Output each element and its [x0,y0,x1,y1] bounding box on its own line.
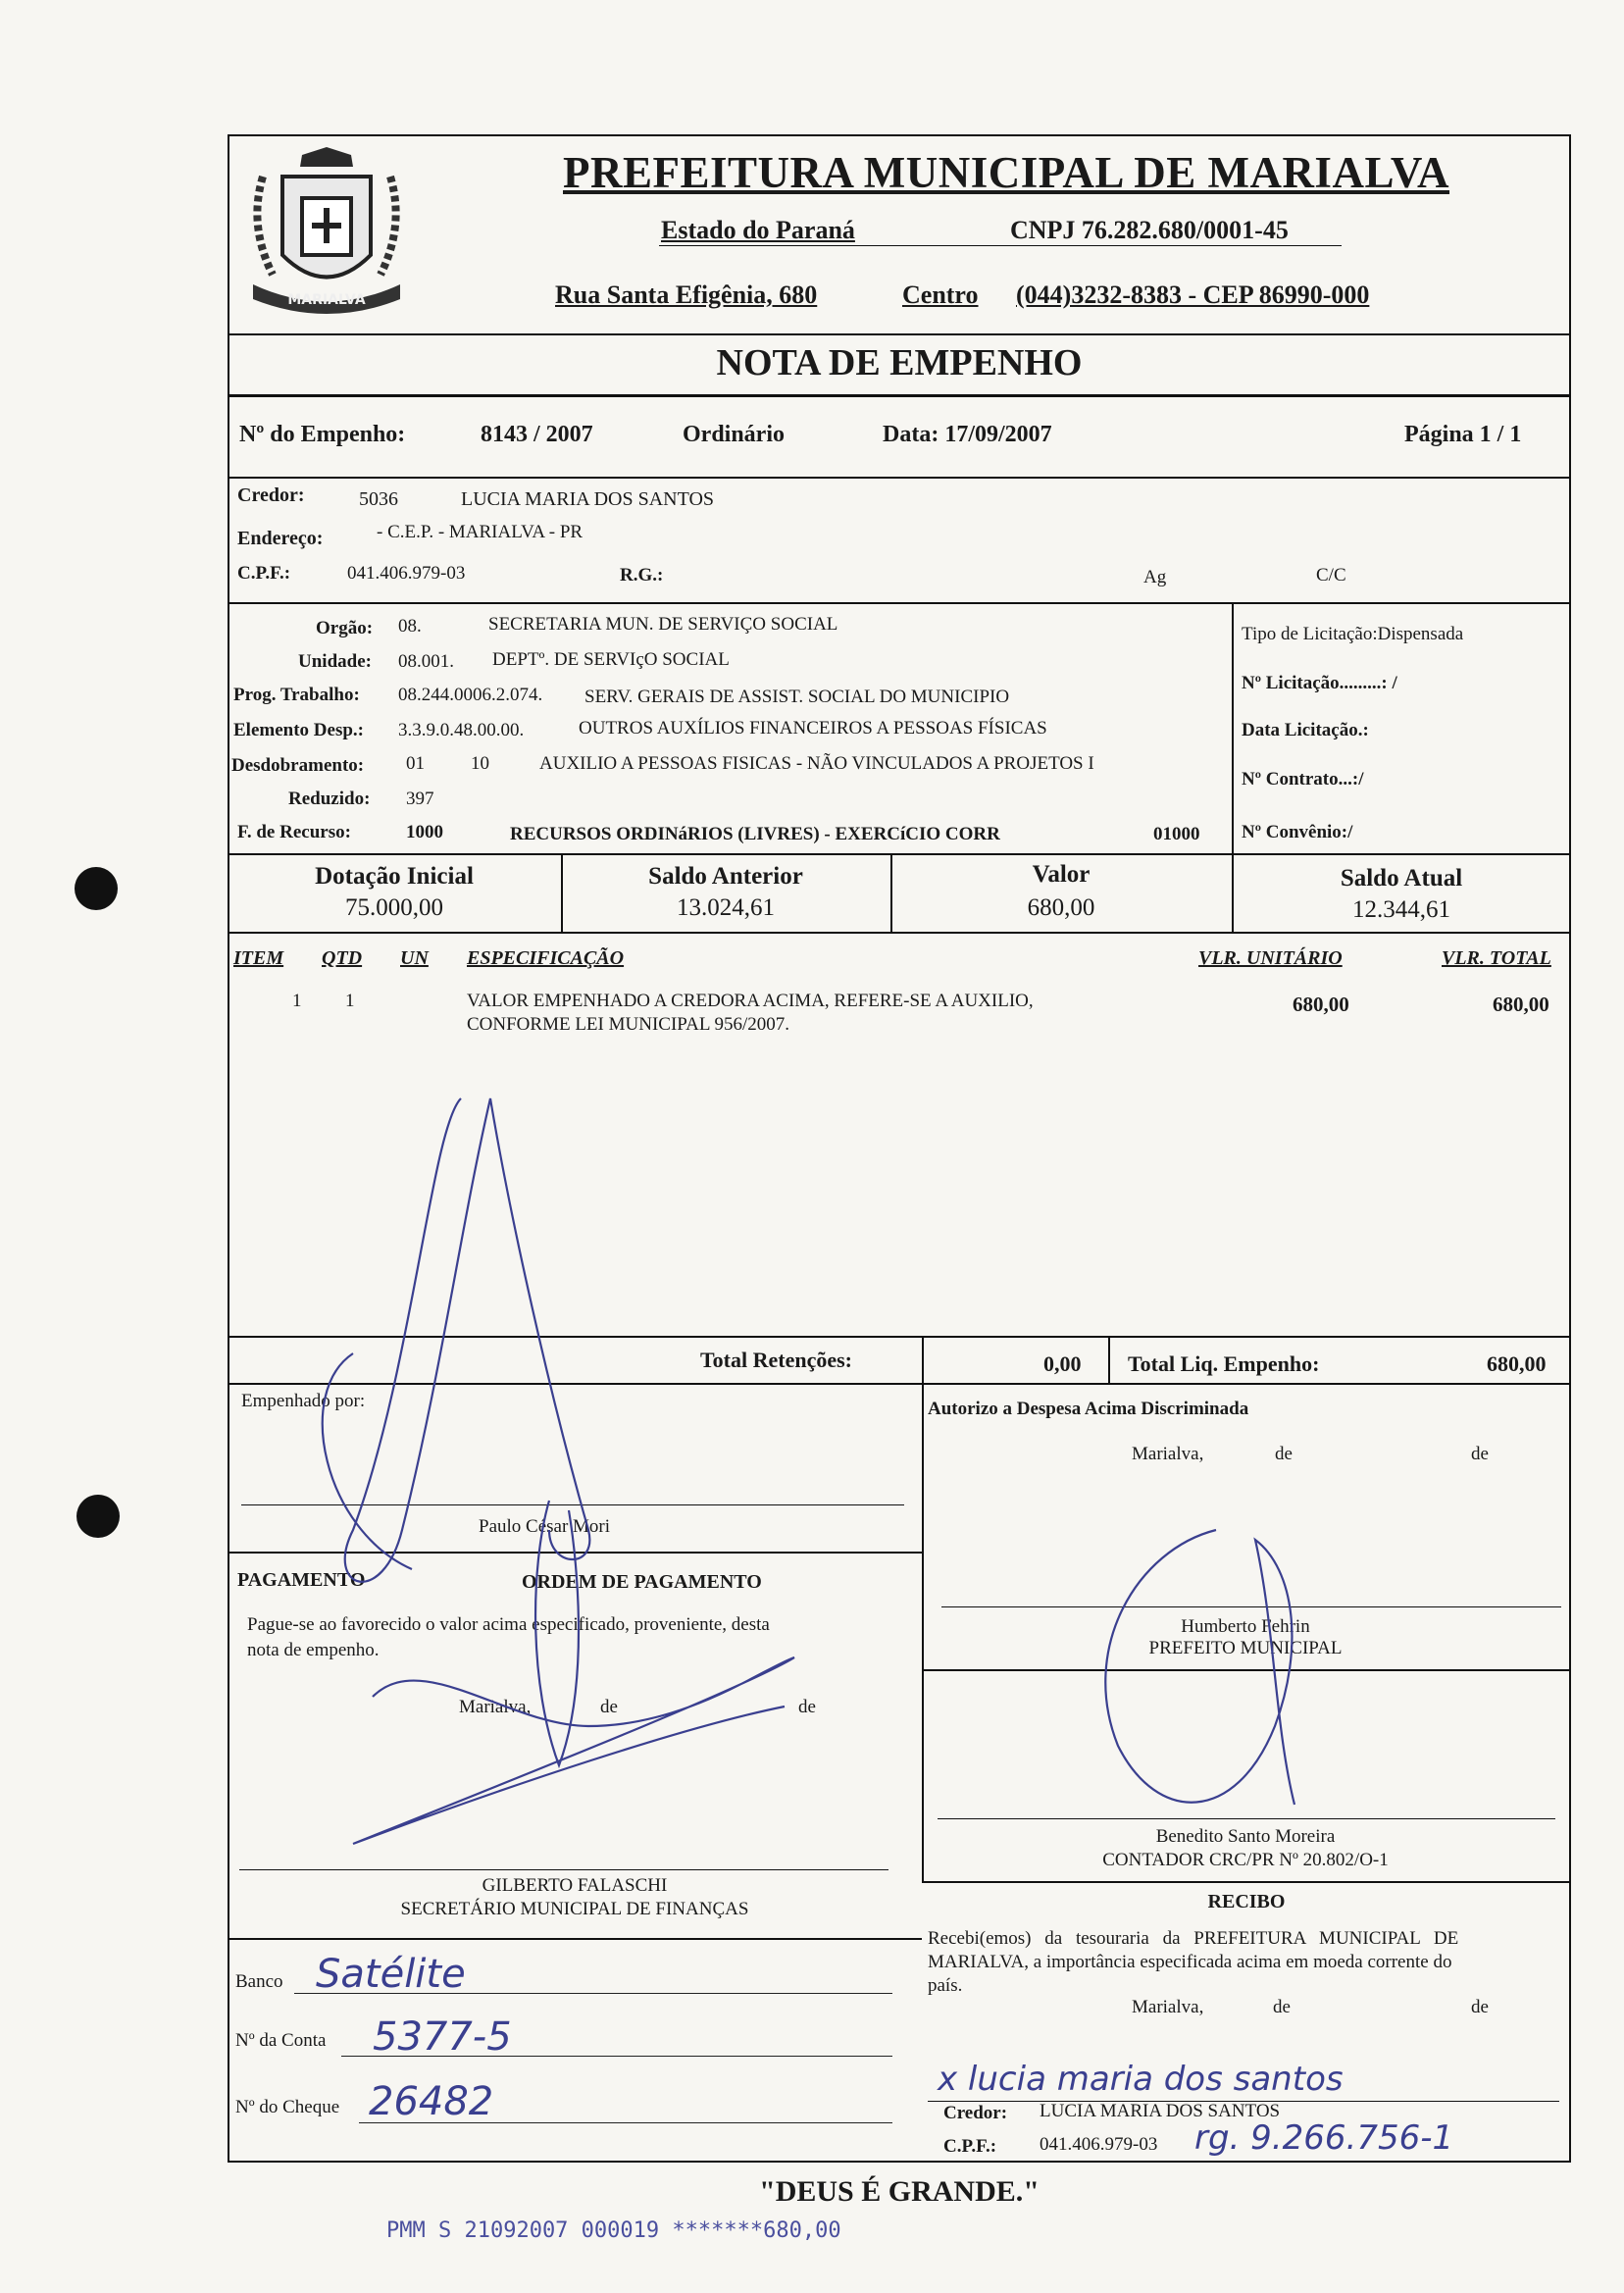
divider [228,602,1571,604]
divider [228,477,1571,479]
recibo-assinatura: x lucia maria dos santos [938,2060,1344,2099]
phone-cep-label: (044)3232-8383 - CEP 86990-000 [1016,280,1370,309]
total-liquido-label: Total Liq. Empenho: [1128,1351,1320,1376]
credor-name: LUCIA MARIA DOS SANTOS [461,488,715,510]
recibo-marialva: Marialva, [1132,1997,1204,2017]
prog-trabalho-label: Prog. Trabalho: [233,685,360,705]
col-item: ITEM [233,947,284,969]
signature-line [241,1504,904,1505]
cpf-label: C.P.F.: [237,563,291,584]
binder-hole-top [75,867,118,910]
prefeito-cargo: PREFEITO MUNICIPAL [1148,1638,1343,1658]
saldo-anterior-label: Saldo Anterior [648,863,803,890]
recibo-texto-1: Recebi(emos) da tesouraria da PREFEITURA MUNICIPAL DE [928,1928,1459,1949]
prefeito-nome: Humberto Fehrin [1181,1616,1310,1637]
total-retencoes-label: Total Retenções: [700,1348,852,1372]
recibo-credor-nome: LUCIA MARIA DOS SANTOS [1040,2101,1281,2121]
desdobramento-code-2: 10 [471,753,489,774]
recibo-de-1: de [1273,1997,1291,2017]
empenho-number: 8143 / 2007 [481,422,593,447]
empenho-date: Data: 17/09/2007 [883,422,1052,447]
pagamento-texto-2: nota de empenho. [247,1640,380,1660]
endereco-label: Endereço: [237,528,324,549]
reduzido-value: 397 [406,789,434,809]
recibo-texto-3: país. [928,1975,963,1996]
elemento-label: Elemento Desp.: [233,720,364,740]
empenhado-por-label: Empenhado por: [241,1391,366,1411]
col-especificacao: ESPECIFICAÇÃO [467,947,625,969]
recurso-num: 01000 [1153,824,1200,844]
contador-cargo: CONTADOR CRC/PR Nº 20.802/O-1 [1102,1850,1389,1870]
recibo-title: RECIBO [1207,1891,1286,1912]
autorizo-de-2: de [1471,1444,1489,1464]
empenho-number-label: Nº do Empenho: [239,422,406,447]
reduzido-label: Reduzido: [288,789,371,809]
recurso-code: 1000 [406,822,443,842]
pagamento-de-2: de [798,1697,816,1717]
elemento-code: 3.3.9.0.48.00.00. [398,720,525,740]
recibo-texto-2: MARIALVA, a importância especificada acima em moeda corrente do [928,1952,1452,1972]
elemento-name: OUTROS AUXÍLIOS FINANCEIROS A PESSOAS FÍSICAS [579,718,1047,739]
empenhado-nome: Paulo César Mori [479,1516,611,1537]
col-vlr-unitario: VLR. UNITÁRIO [1198,947,1343,969]
divider [228,394,1571,397]
credor-code: 5036 [359,488,398,510]
pagamento-texto-1: Pague-se ao favorecido o valor acima especificado, proveniente, desta [247,1614,770,1635]
autorizo-de-1: de [1275,1444,1293,1464]
divider [1232,602,1234,853]
item-especificacao-line1: VALOR EMPENHADO A CREDORA ACIMA, REFERE-SE A AUXILIO, [467,991,1034,1011]
empenho-type: Ordinário [683,422,786,447]
recibo-credor-label: Credor: [943,2103,1008,2123]
divider [228,1336,1571,1338]
header-underline [659,245,1342,246]
secretario-cargo: SECRETÁRIO MUNICIPAL DE FINANÇAS [400,1899,749,1919]
divider [228,853,1571,855]
recibo-rg-manuscrito: rg. 9.266.756-1 [1194,2118,1454,2158]
crest-banner-text: MARIALVA [287,292,366,308]
secretario-nome: GILBERTO FALASCHI [482,1875,668,1896]
state-label: Estado do Paraná [661,216,855,244]
orgao-label: Orgão: [316,618,374,638]
recurso-label: F. de Recurso: [237,822,351,842]
page-indicator: Página 1 / 1 [1404,422,1522,447]
recurso-name: RECURSOS ORDINáRIOS (LIVRES) - EXERCíCIO CORR [510,824,1000,844]
valor-label: Valor [1032,861,1091,888]
signature-line [941,1606,1561,1607]
divider [922,1336,924,1881]
divider [228,1938,922,1940]
pagamento-label: PAGAMENTO [237,1569,366,1591]
payment-stamp: PMM S 21092007 000019 *******680,00 [386,2218,841,2243]
divider [228,1552,922,1554]
item-vlr-total: 680,00 [1493,993,1549,1016]
dotacao-inicial-value: 75.000,00 [345,894,443,921]
divider [228,932,1571,934]
total-liquido-value: 680,00 [1487,1351,1547,1376]
credor-label: Credor: [237,484,305,506]
item-number: 1 [292,991,302,1011]
total-retencoes-value: 0,00 [1043,1351,1082,1376]
data-licitacao: Data Licitação.: [1242,720,1369,740]
ag-label: Ag [1143,567,1167,587]
unidade-name: DEPTº. DE SERVIçO SOCIAL [492,649,730,670]
divider [922,1881,1571,1883]
dotacao-inicial-label: Dotação Inicial [315,863,474,890]
item-vlr-unitario: 680,00 [1293,993,1349,1016]
autorizo-label: Autorizo a Despesa Acima Discriminada [928,1399,1249,1419]
endereco-value: - C.E.P. - MARIALVA - PR [377,522,584,542]
pagamento-de-1: de [600,1697,618,1717]
divider [1108,1336,1110,1385]
footer-motto: "DEUS É GRANDE." [759,2175,1040,2208]
prog-trabalho-name: SERV. GERAIS DE ASSIST. SOCIAL DO MUNICIPIO [584,687,1010,707]
municipal-crest [233,137,420,329]
col-vlr-total: VLR. TOTAL [1442,947,1551,969]
orgao-code: 08. [398,616,422,637]
autorizo-marialva: Marialva, [1132,1444,1204,1464]
cc-label: C/C [1316,565,1346,586]
saldo-atual-label: Saldo Atual [1340,865,1463,892]
cheque-value: 26482 [369,2079,494,2124]
contador-nome: Benedito Santo Moreira [1155,1826,1336,1847]
unidade-label: Unidade: [298,651,372,672]
cheque-label: Nº do Cheque [235,2097,340,2117]
page-title: PREFEITURA MUNICIPAL DE MARIALVA [563,148,1450,197]
ordem-pagamento-label: ORDEM DE PAGAMENTO [522,1571,762,1593]
recibo-cpf-label: C.P.F.: [943,2136,997,2157]
pagamento-marialva: Marialva, [459,1697,532,1717]
desdobramento-code-1: 01 [406,753,425,774]
cpf-value: 041.406.979-03 [347,563,466,584]
saldo-anterior-value: 13.024,61 [677,894,775,921]
saldo-atual-value: 12.344,61 [1352,896,1450,923]
orgao-name: SECRETARIA MUN. DE SERVIÇO SOCIAL [488,614,838,635]
recibo-cpf-value: 041.406.979-03 [1040,2134,1158,2155]
banco-value: Satélite [316,1952,466,1997]
unidade-code: 08.001. [398,651,454,672]
col-qtd: QTD [322,947,363,969]
document-title: NOTA DE EMPENHO [716,342,1083,383]
desdobramento-name: AUXILIO A PESSOAS FISICAS - NÃO VINCULADOS A PROJETOS I [539,753,1094,774]
prog-trabalho-code: 08.244.0006.2.074. [398,685,543,705]
rg-label: R.G.: [620,565,664,586]
conta-value: 5377-5 [373,2014,512,2060]
numero-convenio: Nº Convênio:/ [1242,822,1353,842]
divider [922,1669,1571,1671]
signature-line [239,1869,888,1870]
desdobramento-label: Desdobramento: [231,755,365,776]
item-especificacao-line2: CONFORME LEI MUNICIPAL 956/2007. [467,1014,790,1035]
conta-label: Nº da Conta [235,2030,327,2051]
binder-hole-bottom [76,1495,120,1538]
divider [228,333,1571,335]
address-label: Rua Santa Efigênia, 680 [555,280,818,309]
numero-licitacao: Nº Licitação.........: / [1242,673,1397,693]
item-qtd: 1 [345,991,355,1011]
tipo-licitacao: Tipo de Licitação:Dispensada [1242,624,1464,644]
signature-line [938,1818,1555,1819]
col-un: UN [400,947,429,969]
cnpj-label: CNPJ 76.282.680/0001-45 [1010,216,1289,244]
banco-label: Banco [235,1971,283,1992]
divider [228,1383,1571,1385]
district-label: Centro [902,280,979,309]
numero-contrato: Nº Contrato...:/ [1242,769,1364,790]
valor-value: 680,00 [1027,894,1095,921]
recibo-de-2: de [1471,1997,1489,2017]
